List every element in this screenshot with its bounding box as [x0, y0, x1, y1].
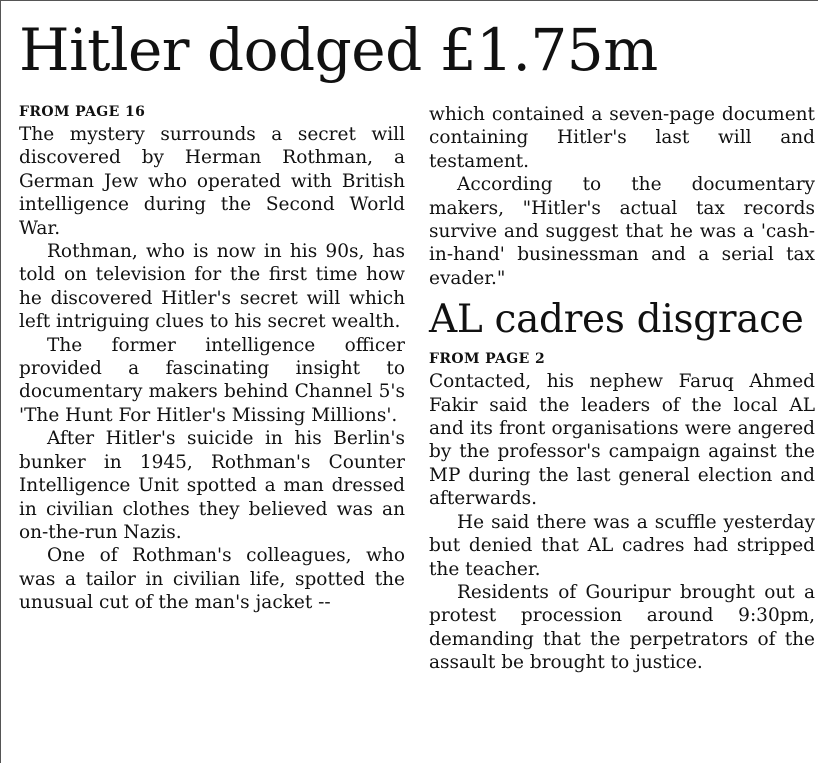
continued-from-label: FROM PAGE 16	[19, 104, 146, 120]
paragraph: Contacted, his nephew Faruq Ahmed Fakir said the leaders of the local AL and its front organisations were angered by the professor's campaign against the MP during the last general election and afterwards.	[429, 371, 815, 510]
paragraph: One of Rothman's colleagues, who was a tailor in civilian life, spotted the unusual cut of the man's jacket --	[19, 545, 405, 614]
second-article-headline: AL cadres disgrace	[429, 297, 804, 343]
paragraph: The mystery surrounds a secret will discovered by Herman Rothman, a German Jew who operated with British intelligence during the Second World War.	[19, 124, 405, 239]
paragraph: According to the documentary makers, "Hitler's actual tax records survive and suggest that he was a 'cash-in-hand' businessman and a serial tax evader."	[429, 174, 815, 289]
paragraph: After Hitler's suicide in his Berlin's bunker in 1945, Rothman's Counter Intelligence Unit spotted a man dressed in civilian clothes they believed was an on-the-run Nazis.	[19, 428, 405, 543]
paragraph: He said there was a scuffle yesterday but denied that AL cadres had stripped the teacher.	[429, 511, 815, 580]
paragraph: The former intelligence officer provided a fascinating insight to documentary makers behind Channel 5's 'The Hunt For Hitler's Missing Millions'.	[19, 334, 405, 426]
paragraph: Residents of Gouripur brought out a protest procession around 9:30pm, demanding that the perpetrators of the assault be brought to justice.	[429, 581, 815, 674]
left-column	[19, 101, 405, 615]
article-headline: Hitler dodged £1.75m	[19, 16, 658, 84]
paragraph: Rothman, who is now in his 90s, has told on television for the first time how he discovered Hitler's secret will which left intriguing clues to his secret wealth.	[19, 241, 405, 333]
paragraph: which contained a seven-page document containing Hitler's last will and testament.	[429, 104, 815, 172]
right-column	[429, 103, 815, 675]
continued-from-label-2: FROM PAGE 2	[429, 351, 546, 368]
